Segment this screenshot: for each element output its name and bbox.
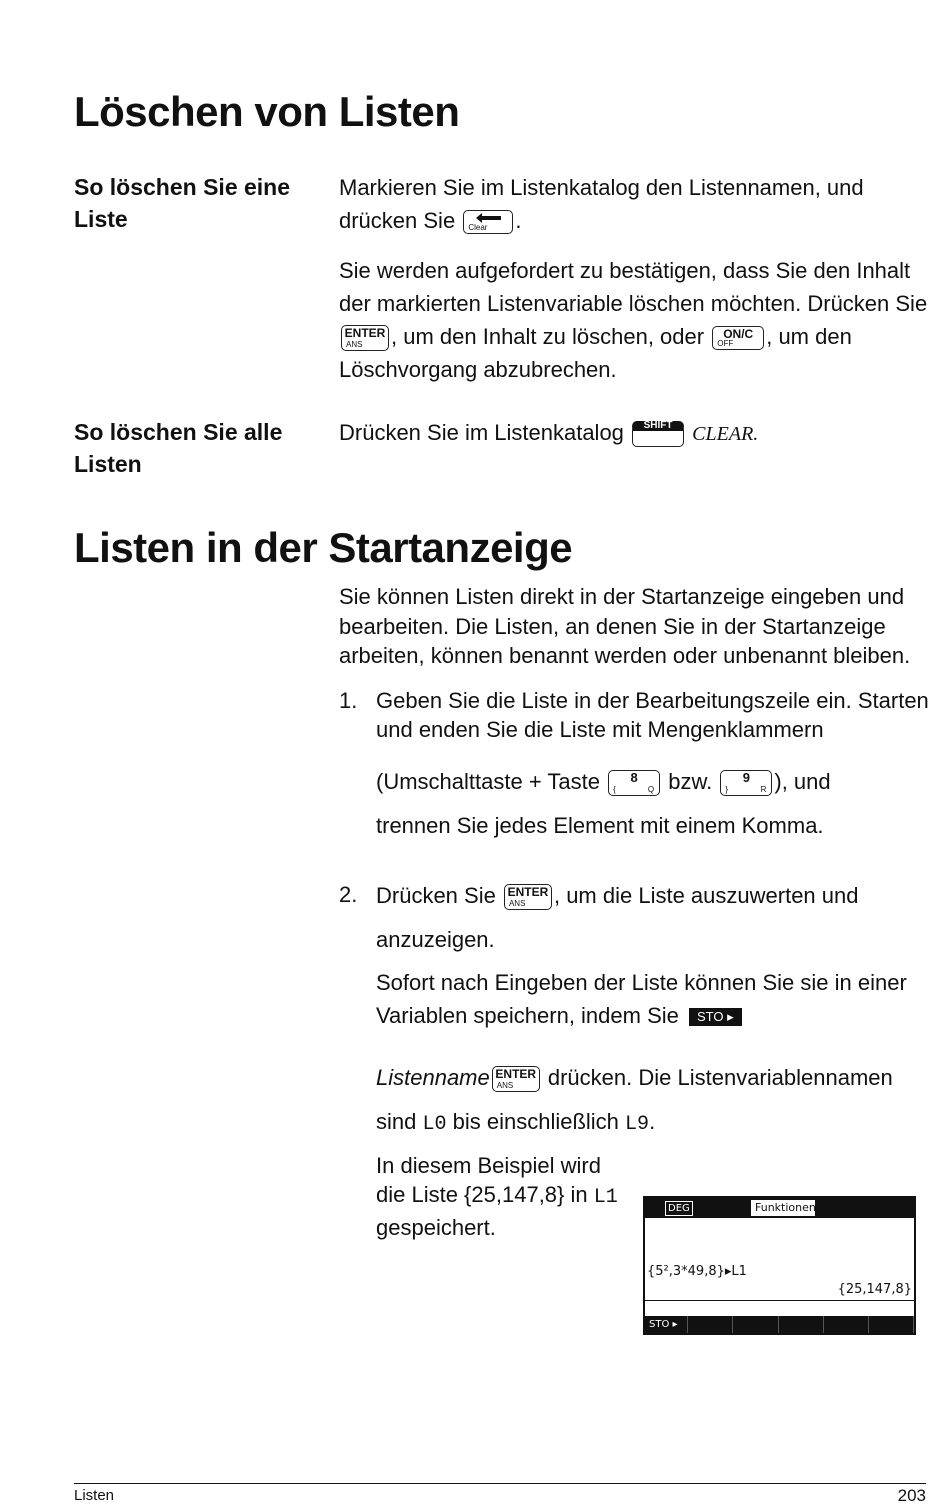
step-2-store-text: Sofort nach Eingeben der Liste können Sie sie in einer Variablen speichern, indem Sie xyxy=(376,969,907,1028)
calculator-screen xyxy=(643,1196,916,1335)
softkey-2 xyxy=(690,1316,733,1333)
step-2-text-a: Drücken Sie xyxy=(376,882,496,908)
softkey-4 xyxy=(781,1316,824,1333)
section-title-loeschen: Löschen von Listen xyxy=(74,88,460,135)
variable-l9: L9 xyxy=(625,1112,650,1136)
delete-one-period: . xyxy=(515,208,522,233)
confirm-text: Sie werden aufgefordert zu bestätigen, dass Sie den Inhalt der markierten Listenvariable löschen möchten. Drücken Sie xyxy=(339,258,928,316)
shift-key-label: SHIFT xyxy=(643,420,673,432)
step-1-text-e: trennen Sie jedes Element mit einem Komma. xyxy=(376,812,824,838)
softkey-3 xyxy=(735,1316,778,1333)
listname-text: drücken. Die Listenvariablennamen xyxy=(547,1064,893,1090)
softkey-5 xyxy=(826,1316,869,1333)
side-label-delete-one: So löschen Sie eine Liste xyxy=(74,174,291,232)
step-2-number: 2. xyxy=(339,881,358,907)
enter-key-icon xyxy=(492,1066,540,1092)
softkey-6 xyxy=(871,1316,914,1333)
variables-period: . xyxy=(649,1108,656,1134)
step-1-keys-line xyxy=(376,760,929,804)
footer-section-name: Listen xyxy=(74,1487,115,1504)
enter-key-label: ENTER xyxy=(495,1066,537,1081)
step-1-text: Geben Sie die Liste in der Bearbeitungszeile ein. Starten und enden Sie die Liste mit Mengenklammern xyxy=(376,687,929,742)
key-9-label: 9 xyxy=(742,769,750,785)
listname-placeholder: Listenname xyxy=(376,1064,490,1090)
key-8-right: Q xyxy=(647,784,655,794)
screen-input-line: {5²,3*49,8}▸L1 xyxy=(647,1264,747,1279)
page-number: 203 xyxy=(897,1486,926,1505)
delete-all-body xyxy=(339,416,929,451)
step-2-text-c: anzuzeigen. xyxy=(376,926,495,952)
enter-key-sublabel: ANS xyxy=(496,1080,514,1090)
confirm-text-2: , um den Inhalt zu löschen, oder xyxy=(391,324,705,349)
variable-names-line xyxy=(376,1100,929,1147)
clear-key-label: Clear xyxy=(468,223,488,233)
enter-key-label: ENTER xyxy=(344,326,386,341)
steps-list xyxy=(339,686,929,1243)
section-title-startanzeige: Listen in der Startanzeige xyxy=(74,524,573,571)
delete-one-body xyxy=(339,171,929,386)
screen-edit-line-divider xyxy=(645,1300,914,1301)
delete-one-text: Markieren Sie im Listenkatalog den Listennamen, und drücken Sie xyxy=(339,175,864,233)
step-2-listname-line xyxy=(376,1056,929,1100)
intro-paragraph: Sie können Listen direkt in der Startanzeige eingeben und bearbeiten. Die Listen, an denen Sie in der Startanzeige arbeiten, können benannt werden oder unbenannt bleiben. xyxy=(339,584,911,668)
enter-key-icon xyxy=(504,884,552,910)
screen-softkey-menu xyxy=(645,1316,914,1333)
on-c-key-label: ON/C xyxy=(723,327,754,342)
sto-softkey-icon: STO ▸ xyxy=(689,1008,742,1026)
variable-l1: L1 xyxy=(593,1186,618,1209)
variables-text-a: sind xyxy=(376,1108,417,1134)
delete-one-paragraph xyxy=(339,171,929,237)
softkey-sto: STO ▸ xyxy=(645,1316,688,1333)
screen-result-line: {25,147,8} xyxy=(837,1282,912,1297)
key-9-left: } xyxy=(725,784,729,794)
screen-title: Funktionen xyxy=(751,1200,815,1216)
clear-key-icon xyxy=(463,210,513,234)
confirm-text-3: , um den Löschvorgang abzubrechen. xyxy=(339,324,852,382)
step-2-line-1 xyxy=(376,874,929,918)
key-9-icon xyxy=(720,770,772,796)
shift-key-icon xyxy=(632,421,684,447)
key-8-label: 8 xyxy=(630,769,638,785)
step-1-text-d: ), und xyxy=(774,768,831,794)
variable-l0: L0 xyxy=(422,1112,447,1136)
enter-key-sublabel: ANS xyxy=(346,340,363,350)
enter-key-sublabel: ANS xyxy=(508,898,526,908)
footer-divider xyxy=(74,1483,926,1484)
step-1-text-b: (Umschalttaste + Taste xyxy=(376,768,600,794)
step-1-number: 1. xyxy=(339,687,358,713)
step-1 xyxy=(339,686,929,848)
on-c-key-icon xyxy=(712,326,764,350)
confirm-paragraph xyxy=(339,254,929,386)
step-2-store-paragraph xyxy=(376,966,929,1032)
step-2 xyxy=(339,874,929,1243)
startanzeige-body xyxy=(339,582,929,1242)
screen-header xyxy=(645,1198,914,1218)
step-1-text-c: bzw. xyxy=(668,768,713,794)
key-8-left: { xyxy=(613,784,616,794)
on-c-key-sublabel: OFF xyxy=(717,339,734,349)
side-label-delete-all: So löschen Sie alle Listen xyxy=(74,419,283,477)
enter-key-icon xyxy=(341,325,389,351)
example-text-b: gespeichert. xyxy=(376,1214,496,1240)
step-2-text-b: , um die Liste auszuwerten und xyxy=(553,882,859,908)
example-paragraph xyxy=(376,1151,621,1243)
angle-mode-indicator: DEG xyxy=(665,1201,693,1216)
key-8-icon xyxy=(608,770,660,796)
delete-all-paragraph xyxy=(339,416,929,451)
clear-command: CLEAR xyxy=(692,423,754,445)
delete-all-period: . xyxy=(753,423,759,445)
enter-key-label: ENTER xyxy=(507,884,549,899)
key-9-right: R xyxy=(760,784,767,794)
example-text-a: In diesem Beispiel wird die Liste {25,147,8} in xyxy=(376,1152,601,1207)
variables-text-b: bis einschließlich xyxy=(452,1108,619,1134)
delete-all-text: Drücken Sie im Listenkatalog xyxy=(339,420,624,445)
